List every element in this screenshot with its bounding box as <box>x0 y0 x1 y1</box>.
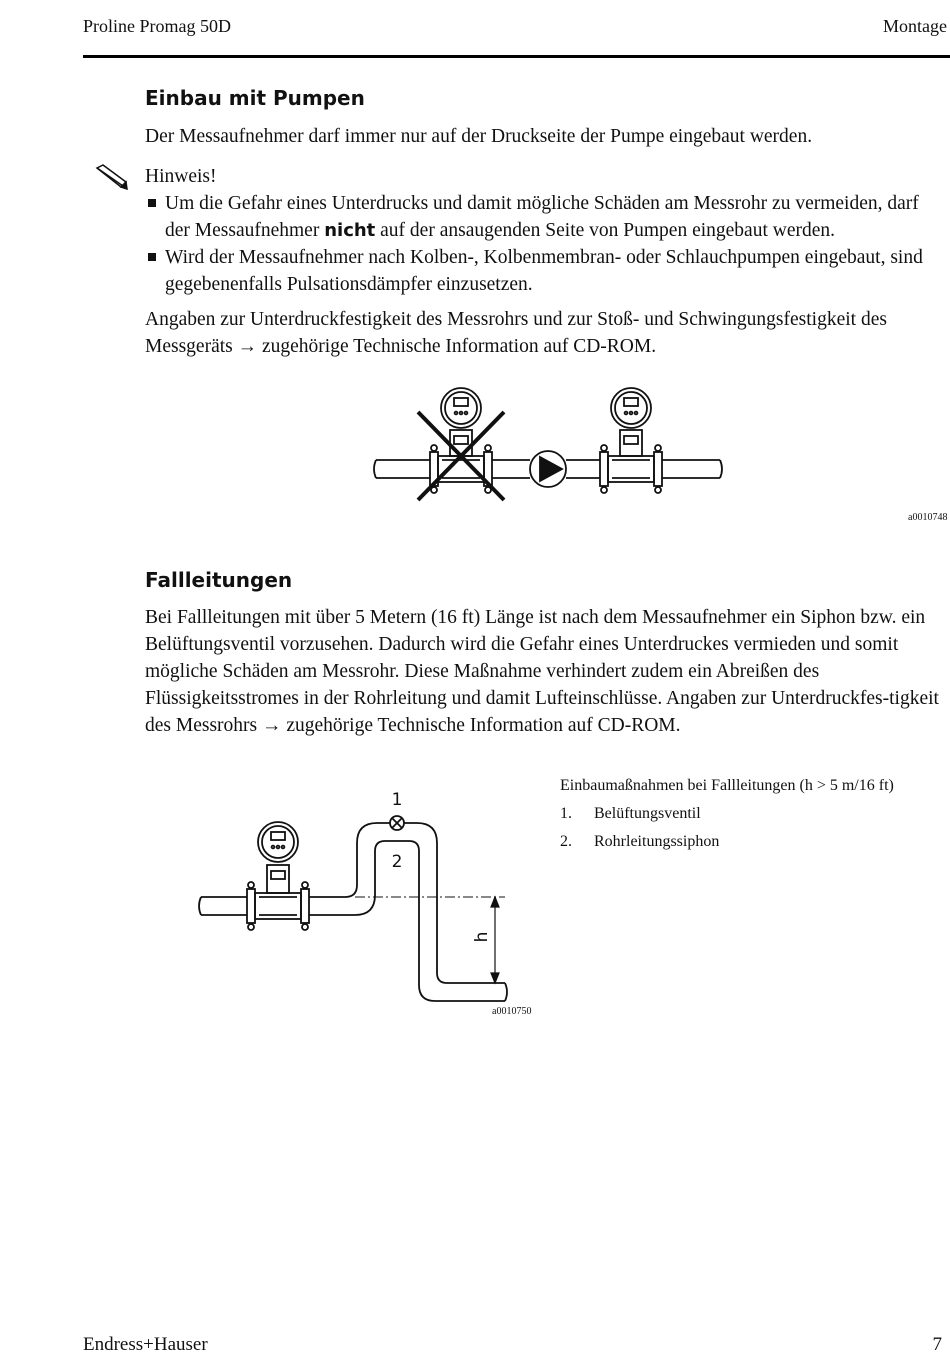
note-bullets <box>145 190 947 298</box>
section-title-downpipes: Fallleitungen <box>145 568 293 592</box>
footer-left: Endress+Hauser <box>83 1334 208 1355</box>
note-block <box>145 163 947 298</box>
figure-caption <box>560 772 894 856</box>
note-label: Hinweis! <box>145 166 217 187</box>
header-right: Montage <box>883 16 947 36</box>
caption-title: Einbaumaßnahmen bei Fallleitungen (h > 5 m/16 ft) <box>560 777 894 794</box>
note-bullet-1: Um die Gefahr eines Unterdrucks und damit mögliche Schäden am Messrohr zu vermeiden, darf der Messaufnehmer nicht auf der ansaugenden Seite von Pumpen eingebaut werden. <box>145 190 947 244</box>
caption-item-1: 1. Belüftungsventil <box>560 805 701 822</box>
pumps-intro: Der Messaufnehmer darf immer nur auf der Druckseite der Pumpe eingebaut werden. <box>145 126 813 147</box>
figure-id-2: a0010750 <box>492 1006 532 1017</box>
figure-label-h: h <box>472 931 492 943</box>
figure-label-2: 2 <box>391 852 403 872</box>
figure-label-1: 1 <box>391 790 403 810</box>
header-rule <box>83 55 950 58</box>
pencil-icon <box>94 162 128 192</box>
emphasis-nicht: nicht <box>324 220 376 241</box>
note-bullet-2: Wird der Messaufnehmer nach Kolben-, Kolbenmembran- oder Schlauchpumpen eingebaut, sind gegebenenfalls Pulsationsdämpfer einzusetzen. <box>145 244 947 298</box>
arrow-symbol: → <box>237 336 258 357</box>
section-title-pumps: Einbau mit Pumpen <box>145 86 365 110</box>
downpipe-figure <box>195 785 515 1005</box>
pumps-paragraph: Angaben zur Unterdruckfestigkeit des Messrohrs und zur Stoß- und Schwingungsfestigkeit des Messgeräts → zugehörige Technische Information auf CD-ROM. <box>145 309 887 357</box>
figure-id-1: a0010748 <box>908 512 948 523</box>
caption-item-2: 2. Rohrleitungssiphon <box>560 833 720 850</box>
pump-installation-figure <box>370 380 735 508</box>
page-number: 7 <box>932 1334 942 1355</box>
header-left: Proline Promag 50D <box>83 16 231 36</box>
downpipes-paragraph: Bei Fallleitungen mit über 5 Metern (16 ft) Länge ist nach dem Messaufnehmer ein Siphon bzw. ein Belüftungsventil vorzusehen. Dadurch wird die Gefahr eines Unterdruckes vermieden und somit mögliche Schäden am Messrohr. Diese Maßnahme verhindert zudem ein Abreißen des Flüssigkeitsstromes in der Rohrleitung und damit Lufteinschlüsse. Angaben zur Unterdruckfes-tigkeit des Messrohrs → zugehörige Technische Information auf CD-ROM. <box>145 607 939 736</box>
arrow-symbol: → <box>262 715 282 736</box>
